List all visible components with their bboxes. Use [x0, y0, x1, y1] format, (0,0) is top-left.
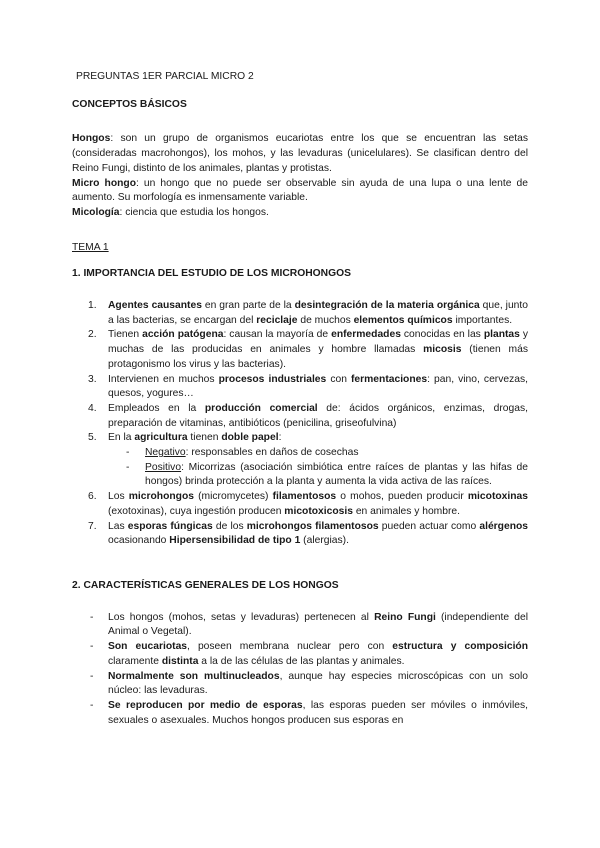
- list-item: 7. Las esporas fúngicas de los microhongos filamentosos pueden actuar como alérgenos ocasionando Hipersensibilidad de tipo 1 (alergias).: [88, 520, 529, 547]
- basic-concepts-heading: CONCEPTOS BÁSICOS: [72, 98, 187, 110]
- tema-label: TEMA 1: [72, 241, 109, 253]
- list-item: 2. Tienen acción patógena: causan la mayoría de enfermedades conocidas en las plantas y muchas de las producidas en animales y hombre llamadas micosis (tienen más protagonismo los virus y las bacterias).: [88, 329, 529, 370]
- document-title: PREGUNTAS 1ER PARCIAL MICRO 2: [76, 71, 254, 82]
- list-item: - Los hongos (mohos, setas y levaduras) pertenecen al Reino Fungi (independiente del Animal o Vegetal).: [90, 611, 528, 638]
- definition-micologia: Micología: ciencia que estudia los hongos.: [72, 206, 269, 218]
- definition-microhongo: Micro hongo: un hongo que no puede ser observable sin ayuda de una lupa o una lente de aumento. Su morfología es inmensamente variable.: [72, 177, 528, 204]
- list-item: 4. Empleados en la producción comercial de: ácidos orgánicos, enzimas, drogas, preparación de vitaminas, antibióticos (penicilina, griseofulvina): [88, 402, 528, 429]
- agriculture-sublist: [108, 446, 528, 490]
- list-item: 1. Agentes causantes en gran parte de la desintegración de la materia orgánica que, junto a las bacterias, se encargan del reciclaje de muchos elementos químicos importantes.: [88, 300, 528, 326]
- list-item: - Se reproducen por medio de esporas, las esporas pueden ser móviles o inmóviles, sexuales o asexuales. Muchos hongos producen sus esporas en: [90, 699, 528, 726]
- basic-concepts-block: [72, 132, 528, 220]
- list-item: - Positivo: Micorrizas (asociación simbiótica entre raíces de plantas y las hifas de hongos) brinda protección a la planta y aumenta la vida activa de las raíces.: [126, 461, 528, 488]
- section-1-heading: 1. IMPORTANCIA DEL ESTUDIO DE LOS MICROHONGOS: [72, 268, 351, 280]
- list-item: - Normalmente son multinucleados, aunque hay especies microscópicas con un solo núcleo: las levaduras.: [90, 670, 528, 697]
- list-item: 5. En la agricultura tienen doble papel: - Negativo: responsables en daños de cosechas - Positivo: Micorrizas (asociación simbiótica entre raíces de plantas y las hifas de hongos) brinda protección a la planta y aumenta la vida activa de las raíces.: [72, 431, 528, 490]
- importance-list: [72, 299, 528, 549]
- list-item: - Negativo: responsables en daños de cosechas: [126, 447, 359, 459]
- section-2-heading: 2. CARACTERÍSTICAS GENERALES DE LOS HONGOS: [72, 579, 339, 591]
- definition-hongos: Hongos: son un grupo de organismos eucariotas entre los que se encuentran las setas (consideradas macrohongos), los mohos, y las levaduras (unicelulares). Se clasifican dentro del Reino Fungi, distinto de los animales, plantas y protistas.: [72, 133, 528, 174]
- document-page: [72, 70, 528, 728]
- list-item: - Son eucariotas, poseen membrana nuclear pero con estructura y composición claramente distinta a la de las células de las plantas y animales.: [90, 641, 529, 667]
- list-item: 6. Los microhongos (micromycetes) filamentosos o mohos, pueden producir micotoxinas (exotoxinas), cuya ingestión producen micotoxicosis en animales y hombre.: [88, 491, 528, 517]
- characteristics-list: [72, 611, 528, 729]
- list-item: 3. Intervienen en muchos procesos industriales con fermentaciones: pan, vino, cervezas, quesos, yogures…: [88, 373, 528, 400]
